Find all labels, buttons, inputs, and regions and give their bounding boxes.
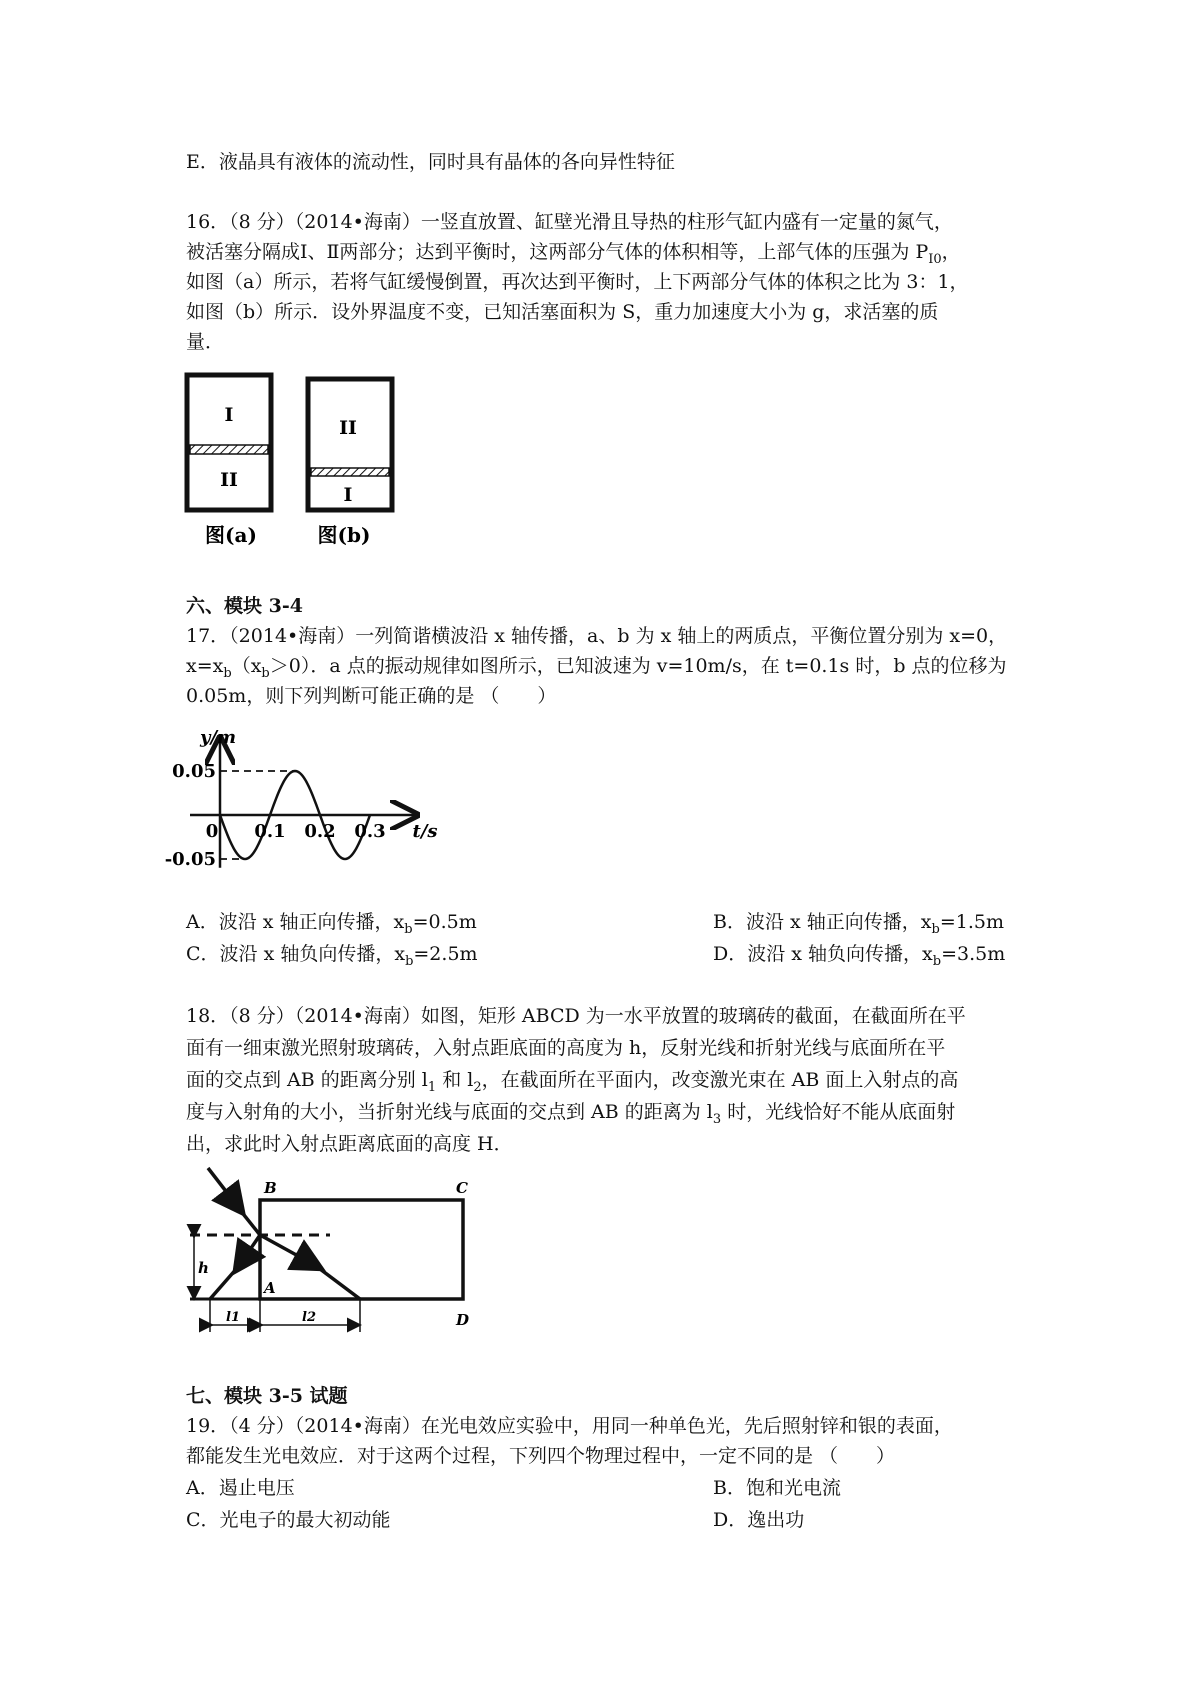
reflected-ray-tail bbox=[210, 1267, 238, 1299]
q16-cylinder-figures bbox=[180, 366, 410, 546]
label-l2: l2 bbox=[302, 1310, 316, 1325]
piston-b bbox=[311, 468, 389, 476]
label-l1: l1 bbox=[226, 1310, 240, 1325]
q18-line-1: 18．（8 分）（2014•海南）如图，矩形 ABCD 为一水平放置的玻璃砖的截面，在截面所在平 bbox=[186, 1005, 966, 1027]
q17-opt-d-sub: b bbox=[932, 953, 942, 969]
q19-option-c: C．光电子的最大初动能 bbox=[186, 1509, 391, 1531]
fig-b-top-label: II bbox=[339, 417, 357, 439]
q17-sub-2: b bbox=[261, 665, 270, 681]
x-axis-label: t/s bbox=[412, 821, 438, 842]
q17-opt-c-pre: C．波沿 x 轴负向传播，x bbox=[186, 943, 406, 965]
q19-option-a: A．遏止电压 bbox=[186, 1477, 295, 1499]
incident-ray bbox=[208, 1168, 242, 1212]
q17-vibration-chart bbox=[164, 726, 490, 880]
q18-glass-brick-figure bbox=[180, 1160, 480, 1340]
q17-opt-c-sub: b bbox=[405, 953, 414, 969]
q18-l4-sub: 3 bbox=[712, 1111, 722, 1127]
q19-line-1: 19．（4 分）（2014•海南）在光电效应实验中，用同一种单色光，先后照射锌和银的表面， bbox=[186, 1415, 953, 1437]
fig-a-top-label: I bbox=[224, 404, 234, 426]
q18-l3-sub2: 2 bbox=[473, 1079, 482, 1095]
q18-l3c: ，在截面所在平面内，改变激光束在 AB 面上入射点的高 bbox=[481, 1069, 959, 1091]
y-tick--0.05: -0.05 bbox=[164, 849, 216, 870]
x-tick-0.2: 0.2 bbox=[304, 821, 336, 842]
q19-line-2: 都能发生光电效应．对于这两个过程，下列四个物理过程中，一定不同的是 （ ） bbox=[186, 1445, 896, 1467]
q16-line-3: 如图（a）所示，若将气缸缓慢倒置，再次达到平衡时，上下两部分气体的体积之比为 3：1， bbox=[186, 271, 969, 293]
q17-option-a bbox=[186, 910, 477, 942]
label-A: A bbox=[264, 1279, 276, 1297]
q16-line-5: 量． bbox=[186, 331, 225, 353]
q18-l4b: 时，光线恰好不能从底面射 bbox=[721, 1101, 956, 1123]
q17-line-3: 0.05m，则下列判断可能正确的是 （ ） bbox=[186, 685, 557, 707]
q17-opt-a-post: =0.5m bbox=[412, 911, 477, 933]
q17-l2c: ＞0）．a 点的振动规律如图所示，已知波速为 v=10m/s，在 t=0.1s 时，b 点的位移为 bbox=[269, 655, 1007, 677]
q17-option-c bbox=[186, 942, 478, 974]
q17-opt-b-sub: b bbox=[931, 921, 940, 937]
q17-opt-a-pre: A．波沿 x 轴正向传播，x bbox=[186, 911, 405, 933]
p-subscript: Ⅰ0 bbox=[928, 251, 942, 267]
q18-l3b: 和 l bbox=[436, 1069, 474, 1091]
q19-option-d: D．逸出功 bbox=[713, 1509, 805, 1531]
y-axis-label: y/m bbox=[200, 726, 237, 748]
q17-option-d bbox=[713, 942, 1005, 974]
q18-line-2: 面有一细束激光照射玻璃砖，入射点距底面的高度为 h，反射光线和折射光线与底面所在平 bbox=[186, 1037, 946, 1059]
refracted-ray-tail bbox=[316, 1266, 360, 1299]
q18-l3a: 面的交点到 AB 的距离分别 l bbox=[186, 1069, 428, 1091]
label-h: h bbox=[198, 1259, 209, 1277]
section-7-title: 七、模块 3-5 试题 bbox=[186, 1385, 348, 1407]
q16-line-4: 如图（b）所示．设外界温度不变，已知活塞面积为 S，重力加速度大小为 g，求活塞的质 bbox=[186, 301, 939, 323]
q17-l2a: x=x bbox=[186, 655, 224, 677]
q17-opt-d-post: =3.5m bbox=[941, 943, 1006, 965]
q18-l4a: 度与入射角的大小，当折射光线与底面的交点到 AB 的距离为 l bbox=[186, 1101, 713, 1123]
section-6-title: 六、模块 3-4 bbox=[186, 595, 303, 617]
q19-option-b: B．饱和光电流 bbox=[713, 1477, 841, 1499]
reflected-ray bbox=[236, 1235, 260, 1270]
q17-l2b: （x bbox=[231, 655, 262, 677]
refracted-ray bbox=[260, 1235, 320, 1268]
y-tick-0.05: 0.05 bbox=[172, 761, 216, 782]
q18-l3-sub1: 1 bbox=[427, 1079, 437, 1095]
label-C: C bbox=[456, 1179, 468, 1197]
incident-ray-tail bbox=[240, 1210, 260, 1235]
x-tick-0: 0 bbox=[205, 821, 219, 842]
q16-line-2-text: 被活塞分隔成Ⅰ、Ⅱ两部分；达到平衡时，这两部分气体的体积相等，上部气体的压强为 P bbox=[186, 241, 929, 263]
label-B: B bbox=[264, 1179, 277, 1197]
q18-line-3 bbox=[186, 1068, 958, 1100]
q17-opt-c-post: =2.5m bbox=[413, 943, 478, 965]
q17-opt-b-pre: B．波沿 x 轴正向传播，x bbox=[713, 911, 932, 933]
fig-a-caption: 图(a) bbox=[205, 523, 257, 547]
q16-line-2 bbox=[186, 240, 961, 272]
q16-line-1: 16．（8 分）（2014•海南）一竖直放置、缸壁光滑且导热的柱形气缸内盛有一定量的氮气， bbox=[186, 211, 953, 233]
q17-opt-d-pre: D．波沿 x 轴负向传播，x bbox=[713, 943, 933, 965]
q18-line-5: 出，求此时入射点距离底面的高度 H． bbox=[186, 1133, 513, 1155]
q17-line-1: 17．（2014•海南）一列简谐横波沿 x 轴传播，a、b 为 x 轴上的两质点，平衡位置分别为 x=0， bbox=[186, 625, 1008, 647]
x-tick-0.3: 0.3 bbox=[354, 821, 386, 842]
fig-b-caption: 图(b) bbox=[317, 523, 371, 547]
q18-line-4 bbox=[186, 1100, 955, 1132]
q17-sub-1: b bbox=[223, 665, 232, 681]
fig-b-bottom-label: I bbox=[343, 484, 353, 506]
piston-a bbox=[190, 445, 268, 454]
q17-option-b bbox=[713, 910, 1004, 942]
label-D: D bbox=[456, 1311, 470, 1329]
glass-brick-rect bbox=[260, 1200, 463, 1299]
q16-line-2-tail: ， bbox=[941, 241, 961, 263]
q17-line-2 bbox=[186, 654, 1007, 686]
q17-opt-b-post: =1.5m bbox=[939, 911, 1004, 933]
fig-a-bottom-label: II bbox=[220, 469, 238, 491]
q15-option-e: E．液晶具有液体的流动性，同时具有晶体的各向异性特征 bbox=[186, 151, 675, 173]
x-tick-0.1: 0.1 bbox=[254, 821, 286, 842]
q17-opt-a-sub: b bbox=[404, 921, 413, 937]
